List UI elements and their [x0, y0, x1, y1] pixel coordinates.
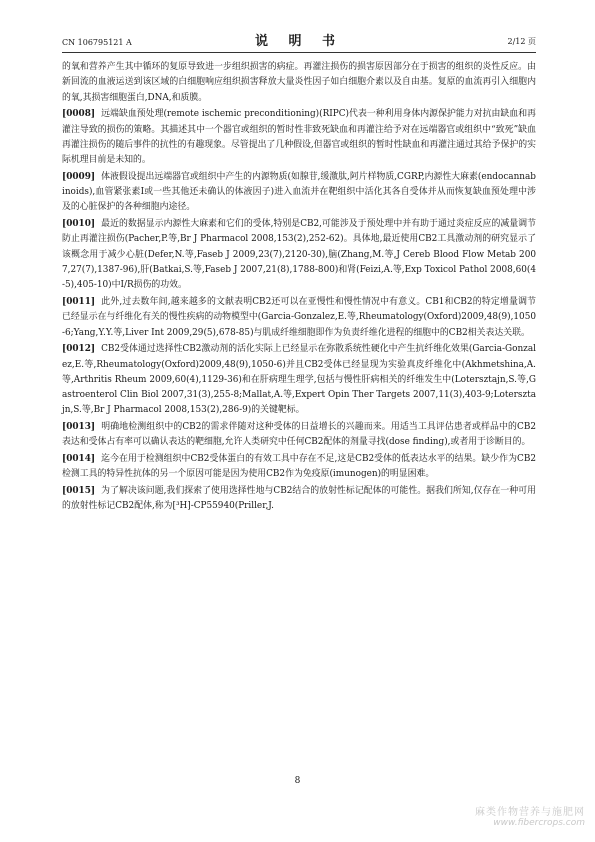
paragraph-text: 明确地检测组织中的CB2的需求伴随对这种受体的日益增长的兴趣而来。用适当工具评估患者或样品中的CB2表达和受体占有率可以确认表达的靶细胞,允许人类研究中任何CB2配体的剂量寻找(dose finding),或者用于诊断目的。 — [62, 422, 536, 448]
paragraph-number: [0009] — [62, 171, 96, 182]
paragraph-0015 — [62, 484, 536, 515]
paragraph-text: 此外,过去数年间,越来越多的文献表明CB2还可以在亚慢性和慢性情况中有意义。CB1和CB2的特定增量调节已经显示在与纤维化有关的慢性疾病的动物模型中(Garcia-Gonzalez,E.等,Rheumatology(Oxford)2009,48(9),1050-6;Yang,Y.Y.等,Liver Int 2009,29(5),678-85)与肌成纤维细胞即作为负责纤维化进程的细胞中的CB2相关表达关联。 — [62, 297, 536, 338]
paragraph-number: [0011] — [62, 297, 96, 308]
paragraph-number: [0013] — [62, 422, 96, 433]
site-watermark — [475, 803, 585, 828]
paragraph-text: 的氧和营养产生其中循环的复原导致进一步组织损害的病症。再灌注损伤的损害原因部分在于损害的组织的炎性反应。由新回流的血液运送到该区域的白细胞响应组织损害释放大量炎性因子如白细胞介素以及自由基。复原的血流再引入细胞内的氧,其损害细胞蛋白,DNA,和质膜。 — [62, 62, 536, 103]
paragraph-number: [0015] — [62, 486, 96, 497]
paragraph-text: CB2受体通过选择性CB2激动剂的活化实际上已经显示在弥散系统性硬化中产生抗纤维化效果(Garcia-Gonzalez,E.等,Rheumatology(Oxford)2009,48(9),1050-6)并且CB2受体已经显现为实验真皮纤维化中(Akhmetshina,A.等,Arthritis Rheum 2009,60(4),1129-36)和在肝病理生理学,包括与慢性肝病相关的纤维发生中(Lotersztajn,S.等,Gastroenterol Clin Biol 2007,31(3),255-8;Mallat,A.等,Expert Opin Ther Targets 2007,11(3),403-9;Lotersztajn,S.等,Br J Pharmacol 2008,153(2),286-9)的关键靶标。 — [62, 344, 536, 416]
paragraph-0010 — [62, 217, 536, 293]
paragraph-0011 — [62, 295, 536, 341]
section-title: 说 明 书 — [254, 34, 344, 49]
document-body — [62, 60, 536, 516]
paragraph-text: 迄今在用于检测组织中CB2受体蛋白的有效工具中存在不足,这是CB2受体的低表达水平的结果。缺少作为CB2检测工具的特异性抗体的另一个原因可能是因为使用CB2作为免疫原(imunogen)的明显困难。 — [62, 454, 536, 480]
paragraph-0012 — [62, 342, 536, 418]
paragraph-number: [0014] — [62, 454, 96, 465]
paragraph-number: [0012] — [62, 344, 96, 355]
paragraph-continuation — [62, 60, 536, 106]
paragraph-text: 最近的数据显示内源性大麻素和它们的受体,特别是CB2,可能涉及于预处理中并有助于通过炎症反应的减量调节防止再灌注损伤(Pacher,P.等,Br J Pharmacol 2008,153(2),252-62)。具体地,最近使用CB2工具激动剂的研究显示了该概念用于减少心脏(Defer,N.等,Faseb J 2009,23(7),2120-30),脑(Zhang,M.等,J Cereb Blood Flow Metab 2007,27(7),1387-96),肝(Batkai,S.等,Faseb J 2007,21(8),1788-800)和肾(Feizi,A.等,Exp Toxicol Pathol 2008,60(4-5),405-10)中I/R损伤的功效。 — [62, 219, 536, 291]
paragraph-text: 为了解决该问题,我们探索了使用选择性地与CB2结合的放射性标记配体的可能性。据我们所知,仅存在一种可用的放射性标记CB2配体,称为[³H]-CP55940(Priller,J. — [62, 486, 536, 512]
paragraph-text: 体液假设提出远端器官或组织中产生的内源物质(如腺苷,缓激肽,阿片样物质,CGRP,内源性大麻素(endocannabinoids),血管紧张素I或一些其他还未确认的体液因子)进入血流并在靶组织中活化其各自受体并从而恢复缺血预处理中涉及的心脏保护的各种细胞内途径。 — [62, 171, 536, 213]
paragraph-text: 远端缺血预处理(remote ischemic preconditioning)(RIPC)代表一种利用身体内源保护能力对抗由缺血和再灌注导致的损伤的策略。其描述其中一个器官或组织的暂时性非致死缺血和再灌注给予对在远端器官或组织中“致死”缺血再灌注损伤的随后事件的抗性的有趣现象。尽管提出了几种假设,但器官或组织的暂时性缺血和再灌注通过其给予保护的实际机理目前是未知的。 — [62, 109, 536, 166]
page-of-total: 2/12 页 — [507, 37, 536, 46]
paragraph-0013 — [62, 420, 536, 451]
paragraph-0009 — [62, 170, 536, 216]
watermark-site-name: 麻类作物营养与施肥网 — [475, 807, 585, 818]
page-header — [62, 30, 536, 53]
paragraph-0014 — [62, 452, 536, 483]
paragraph-0008 — [62, 107, 536, 168]
watermark-url: www.fibercrops.com — [493, 818, 585, 828]
paragraph-number: [0008] — [62, 109, 96, 120]
page-number: 8 — [294, 776, 301, 786]
document-number: CN 106795121 A — [62, 38, 132, 47]
paragraph-number: [0010] — [62, 219, 96, 230]
